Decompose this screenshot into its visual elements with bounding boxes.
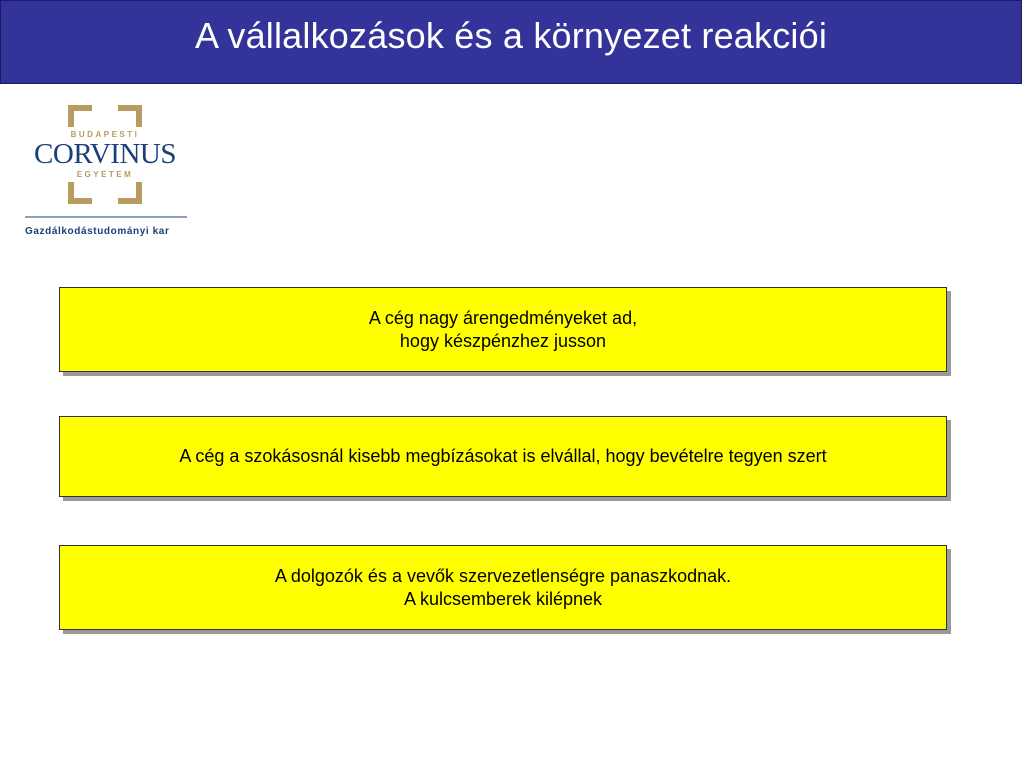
logo-bottom-text: EGYETEM xyxy=(76,170,134,179)
logo-top-text: BUDAPESTI xyxy=(70,130,140,139)
reaction-box-2 xyxy=(59,416,947,497)
reaction-box-3-line-1: A dolgozók és a vevők szervezetlenségre panaszkodnak. xyxy=(274,565,732,586)
reaction-box-2-line-1: A cég a szokásosnál kisebb megbízásokat is elvállal, hogy bevételre tegyen szert xyxy=(179,446,827,466)
logo-faculty: Gazdálkodástudományi kar xyxy=(25,226,170,237)
slide-title: A vállalkozások és a környezet reakciói xyxy=(194,15,828,56)
title-bar xyxy=(0,0,1022,84)
corvinus-logo-graphic xyxy=(20,100,195,240)
reaction-box-1 xyxy=(59,287,947,372)
reaction-box-3-line-2: A kulcsemberek kilépnek xyxy=(403,588,603,609)
logo-name: CORVINUS xyxy=(34,138,176,170)
corvinus-logo xyxy=(20,100,195,240)
reaction-box-3 xyxy=(59,545,947,630)
reaction-box-1-line-2: hogy készpénzhez jusson xyxy=(399,330,607,351)
reaction-box-1-line-1: A cég nagy árengedményeket ad, xyxy=(368,307,638,328)
